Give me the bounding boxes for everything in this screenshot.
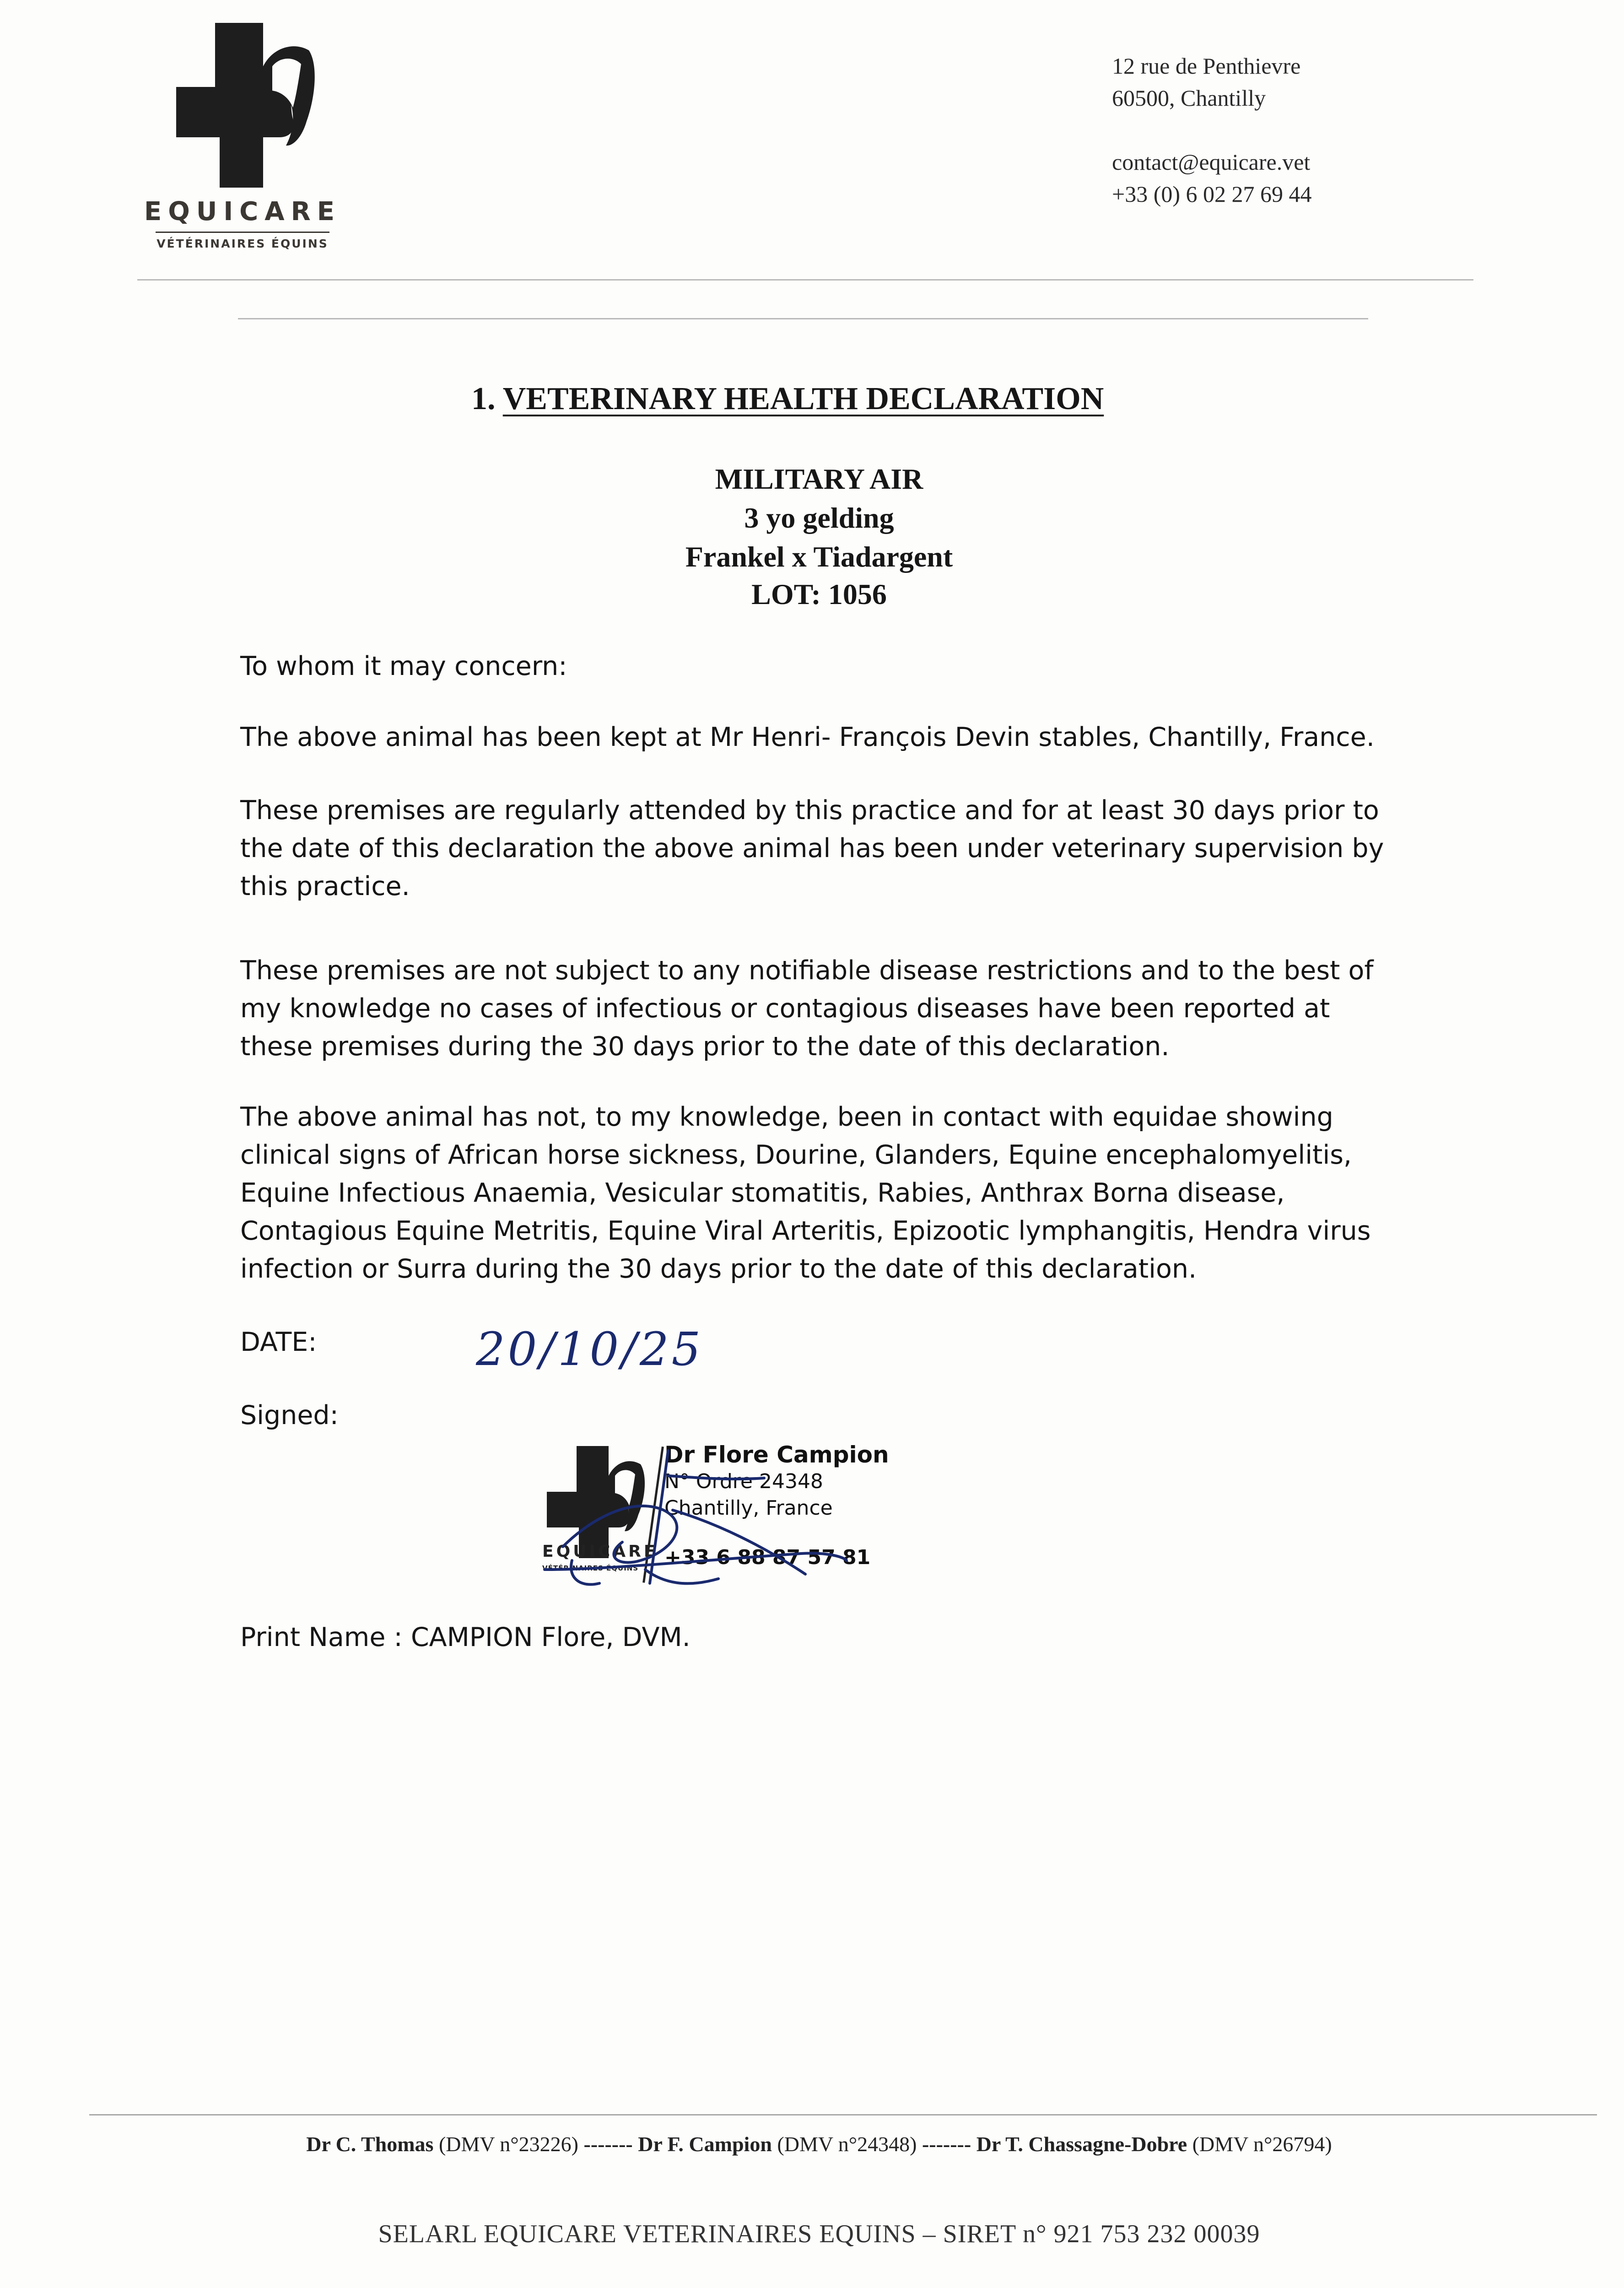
address-line-2: 60500, Chantilly — [1112, 85, 1266, 111]
signed-label: Signed: — [240, 1400, 339, 1430]
date-value-handwritten: 20/10/25 — [476, 1322, 704, 1376]
header-divider-bottom — [238, 318, 1368, 319]
paragraph-1: The above animal has been kept at Mr Henri- François Devin stables, Chantilly, France. — [240, 722, 1375, 752]
footer-vet-1-name: Dr C. Thomas — [306, 2132, 434, 2156]
footer-company: SELARL EQUICARE VETERINAIRES EQUINS – SIRET n° 921 753 232 00039 — [378, 2220, 1260, 2248]
stamp-phone: +33 6 88 87 57 81 — [664, 1546, 871, 1569]
title-text: VETERINARY HEALTH DECLARATION — [502, 381, 1104, 416]
paragraph-3: These premises are not subject to any notifiable disease restrictions and to the best of my knowledge no cases of infectious or contagious diseases have been reported at these premises during the 30 days prior to the date of this declaration. — [240, 955, 1374, 1062]
paragraph-4: The above animal has not, to my knowledge, been in contact with equidae showing clinical signs of African horse sickness, Dourine, Glanders, Equine encephalomyelitis, Equine Infectious Anaemia, Vesicular stomatitis, Rabies, Anthrax Borna disease, Contagious Equine Metritis, Equine Viral Arteritis, Epizootic lymphangitis, Hendra virus infection or Surra during the 30 days prior to the date of this declaration. — [240, 1102, 1371, 1284]
contact-email: contact@equicare.vet — [1112, 149, 1311, 175]
page-title — [471, 381, 1104, 417]
equicare-logo-icon — [156, 23, 329, 188]
lot-number: LOT: 1056 — [751, 578, 887, 610]
handwritten-signature — [526, 1432, 883, 1597]
horse-name: MILITARY AIR — [715, 463, 923, 495]
title-number: 1. — [471, 381, 496, 416]
footer-vet-1-number: (DMV n°23226) — [438, 2132, 578, 2156]
footer-vet-3-name: Dr T. Chassagne-Dobre — [976, 2132, 1187, 2156]
stamp-tagline: VÉTÉRINAIRES ÉQUINS — [542, 1564, 639, 1572]
paragraph-2: These premises are regularly attended by this practice and for at least 30 days prior to the date of this declaration the above animal has been under veterinary supervision by this practice. — [240, 795, 1384, 901]
footer-vet-3-number: (DMV n°26794) — [1192, 2132, 1332, 2156]
logo-divider — [156, 232, 329, 233]
contact-phone: +33 (0) 6 02 27 69 44 — [1112, 181, 1312, 207]
logo-wordmark: EQUICARE — [144, 197, 341, 227]
stamp-wordmark: EQUICARE — [542, 1542, 658, 1561]
stamp-vet-name: Dr Flore Campion — [664, 1441, 889, 1468]
print-name: Print Name : CAMPION Flore, DVM. — [240, 1622, 691, 1652]
stamp-order-number: N° Ordre 24348 — [664, 1470, 823, 1493]
footer-vet-2-name: Dr F. Campion — [638, 2132, 772, 2156]
horse-pedigree: Frankel x Tiadargent — [685, 540, 953, 573]
footer-separator-2: ------- — [922, 2132, 971, 2156]
salutation: To whom it may concern: — [240, 651, 567, 681]
footer-divider — [89, 2114, 1597, 2115]
horse-description: 3 yo gelding — [744, 502, 894, 534]
footer-separator-1: ------- — [583, 2132, 633, 2156]
header-divider-top — [137, 279, 1473, 281]
stamp-city: Chantilly, France — [664, 1496, 833, 1520]
footer-vet-2-number: (DMV n°24348) — [777, 2132, 917, 2156]
date-label: DATE: — [240, 1327, 317, 1357]
address-line-1: 12 rue de Penthievre — [1112, 53, 1301, 79]
logo-tagline: VÉTÉRINAIRES ÉQUINS — [156, 237, 329, 250]
footer-vets — [256, 2130, 1382, 2158]
